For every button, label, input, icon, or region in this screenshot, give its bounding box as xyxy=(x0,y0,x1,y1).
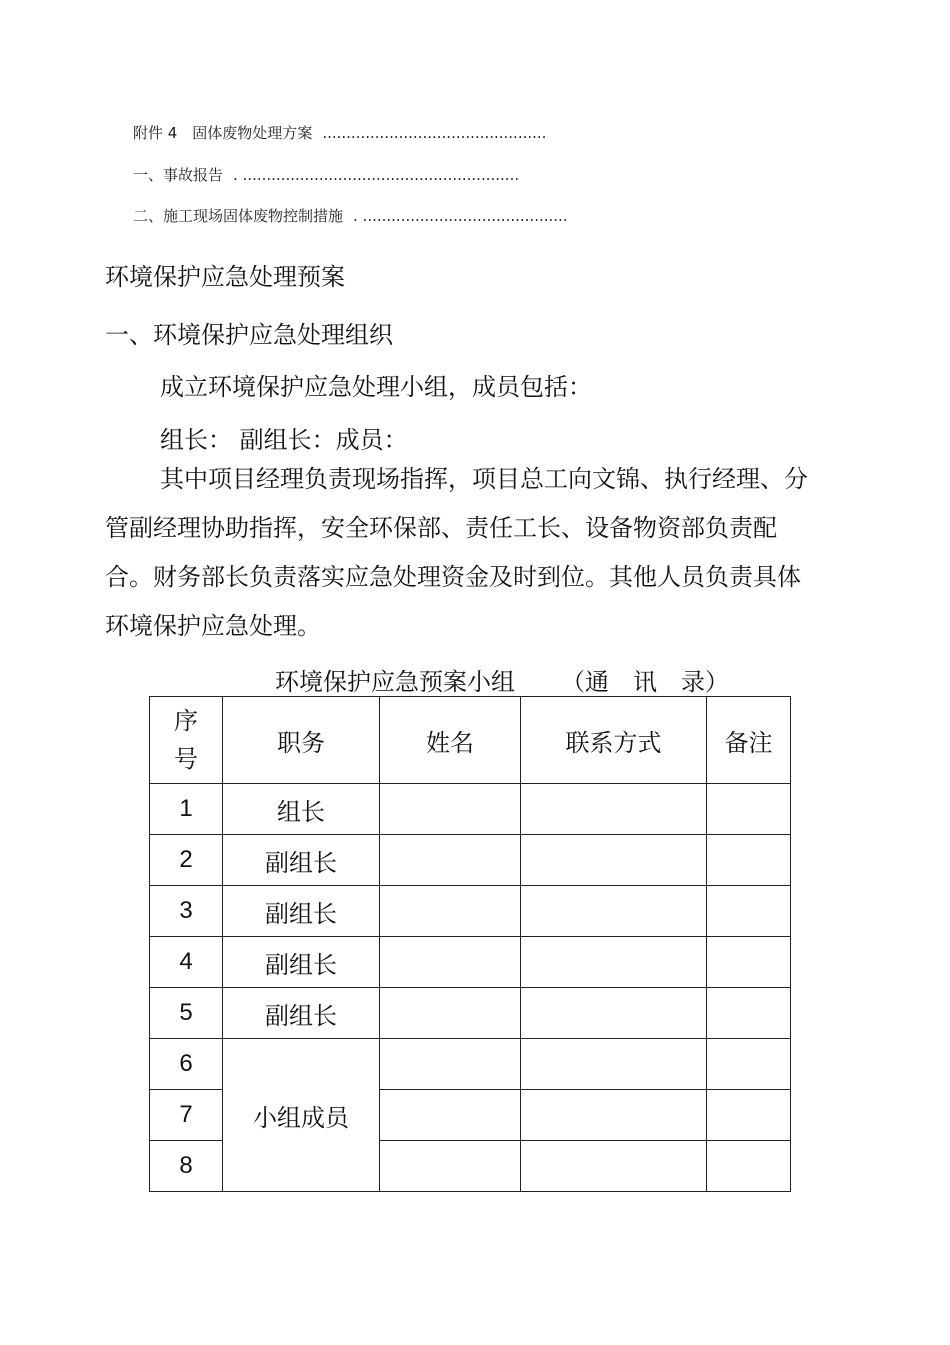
row-note-cell xyxy=(707,1090,791,1141)
toc-label: 附件 4 固体废物处理方案 xyxy=(133,124,313,142)
toc-leader-dots: . ........................................... xyxy=(353,207,568,225)
table-row xyxy=(150,1039,791,1090)
header-name: 姓名 xyxy=(380,697,521,784)
contact-table xyxy=(149,696,791,1192)
table-caption-title: 环境保护应急预案小组 xyxy=(275,668,515,696)
header-note: 备注 xyxy=(707,697,791,784)
table-row xyxy=(150,988,791,1039)
row-name-cell xyxy=(380,1039,521,1090)
row-seq: 5 xyxy=(150,988,223,1039)
row-name-cell xyxy=(380,1090,521,1141)
toc-leader-dots: . .......................................................... xyxy=(233,166,520,184)
header-role: 职务 xyxy=(223,697,380,784)
table-caption xyxy=(275,662,729,697)
row-name-cell xyxy=(380,886,521,937)
row-note-cell xyxy=(707,784,791,835)
table-header-row xyxy=(150,697,791,784)
responsibility-paragraph xyxy=(105,455,815,651)
row-contact-cell xyxy=(521,1141,707,1192)
roles-line: 组长： 副组长：成员： xyxy=(160,426,408,454)
row-role: 组长 xyxy=(223,784,380,835)
row-role: 副组长 xyxy=(223,937,380,988)
toc-label: 二、施工现场固体废物控制措施 xyxy=(133,207,344,225)
intro-paragraph: 成立环境保护应急处理小组，成员包括： xyxy=(160,373,592,401)
row-note-cell xyxy=(707,886,791,937)
row-name-cell xyxy=(380,1141,521,1192)
row-contact-cell xyxy=(521,784,707,835)
row-note-cell xyxy=(707,835,791,886)
header-seq-bottom: 号 xyxy=(174,745,198,773)
table-row xyxy=(150,784,791,835)
toc-label: 一、事故报告 xyxy=(133,166,224,184)
toc-item-attachment-4 xyxy=(133,122,546,143)
row-seq: 1 xyxy=(150,784,223,835)
row-note-cell xyxy=(707,1039,791,1090)
section-heading: 一、环境保护应急处理组织 xyxy=(105,321,393,349)
table-row xyxy=(150,886,791,937)
row-seq: 8 xyxy=(150,1141,223,1192)
row-role-members: 小组成员 xyxy=(223,1039,380,1192)
row-role: 副组长 xyxy=(223,886,380,937)
row-name-cell xyxy=(380,784,521,835)
header-contact: 联系方式 xyxy=(521,697,707,784)
row-contact-cell xyxy=(521,988,707,1039)
row-note-cell xyxy=(707,937,791,988)
row-name-cell xyxy=(380,835,521,886)
row-seq: 3 xyxy=(150,886,223,937)
row-note-cell xyxy=(707,1141,791,1192)
row-seq: 7 xyxy=(150,1090,223,1141)
row-name-cell xyxy=(380,988,521,1039)
row-contact-cell xyxy=(521,1090,707,1141)
table-row xyxy=(150,937,791,988)
table-caption-subtitle: （通 讯 录） xyxy=(561,668,729,696)
toc-item-solid-waste-control xyxy=(133,205,568,226)
row-seq: 4 xyxy=(150,937,223,988)
header-seq-top: 序 xyxy=(174,707,198,735)
toc-item-accident-report xyxy=(133,164,519,185)
row-seq: 2 xyxy=(150,835,223,886)
responsibility-text: 其中项目经理负责现场指挥，项目总工向文锦、执行经理、分管副经理协助指挥，安全环保部、责任工长、设备物资部负责配合。财务部长负责落实应急处理资金及时到位。其他人员负责具体环境保护应急处理。 xyxy=(105,465,808,640)
toc-leader-dots: ............................................... xyxy=(322,124,547,142)
row-contact-cell xyxy=(521,1039,707,1090)
row-contact-cell xyxy=(521,886,707,937)
document-title: 环境保护应急处理预案 xyxy=(105,263,345,291)
row-role: 副组长 xyxy=(223,988,380,1039)
table-row xyxy=(150,835,791,886)
row-contact-cell xyxy=(521,937,707,988)
row-name-cell xyxy=(380,937,521,988)
row-contact-cell xyxy=(521,835,707,886)
row-role: 副组长 xyxy=(223,835,380,886)
header-seq xyxy=(150,697,223,784)
row-seq: 6 xyxy=(150,1039,223,1090)
row-note-cell xyxy=(707,988,791,1039)
